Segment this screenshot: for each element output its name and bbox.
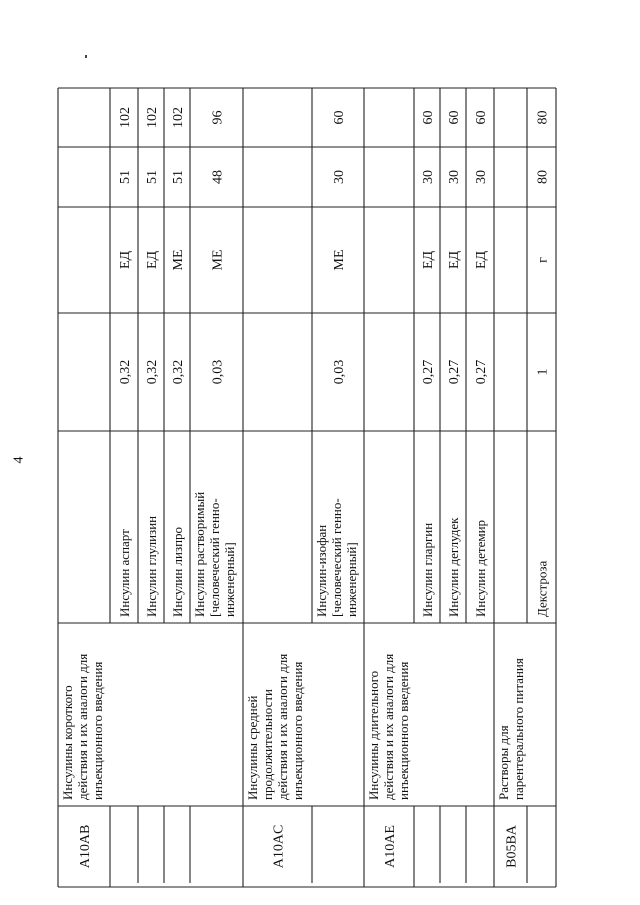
table-row — [314, 111, 359, 618]
drug-name-line: Инсулин аспарт — [117, 529, 132, 617]
dose-value: 0,27 — [447, 359, 462, 385]
dose-value: 1 — [535, 368, 551, 376]
days-value: 30 — [332, 170, 347, 184]
drug-name-line: Инсулин гларгин — [420, 522, 435, 617]
table-row — [420, 111, 436, 618]
unit-value: г — [535, 257, 551, 263]
total-value: 96 — [210, 110, 226, 125]
total-value: 102 — [171, 107, 186, 128]
unit-value: ЕД — [421, 250, 436, 270]
total-value: 60 — [474, 110, 489, 125]
group-name-line: Растворы для — [496, 725, 511, 800]
table-row — [446, 111, 462, 618]
days-value: 51 — [118, 170, 133, 184]
table-row — [144, 107, 160, 617]
days-value: 30 — [474, 170, 489, 184]
drug-name-line: Инсулин детемир — [473, 519, 488, 617]
drug-name-line: инженерный] — [344, 542, 359, 617]
group-name-line: действия и их аналоги для — [381, 653, 396, 800]
dose-value: 0,32 — [145, 359, 160, 385]
table-row — [192, 111, 237, 618]
table-row — [366, 654, 411, 868]
total-value: 102 — [118, 107, 133, 128]
drug-name-line: Инсулин глулизин — [144, 515, 159, 617]
group-name-line: инъекционного введения — [290, 661, 305, 800]
days-value: 51 — [171, 170, 186, 184]
unit-value: МЕ — [332, 249, 347, 271]
total-value: 60 — [332, 110, 347, 125]
table-row — [170, 107, 186, 617]
drug-name-line: [человеческий генно- — [329, 498, 344, 617]
unit-value: МЕ — [210, 249, 226, 271]
dose-value: 0,32 — [171, 359, 186, 385]
atc-code: A10AC — [271, 824, 287, 869]
atc-code: A10AB — [78, 824, 93, 869]
group-name-line: инъекционного введения — [396, 661, 411, 800]
days-value: 48 — [210, 170, 226, 184]
days-value: 80 — [535, 170, 551, 184]
total-value: 102 — [145, 107, 160, 128]
table-row — [245, 654, 305, 869]
group-name-line: парентерального питания — [511, 658, 526, 800]
dose-value: 0,03 — [210, 359, 226, 385]
table-row — [535, 111, 551, 618]
group-name-line: действия и их аналоги для — [275, 653, 290, 800]
table-row — [117, 107, 133, 617]
table-grid — [58, 88, 556, 887]
unit-value: ЕД — [145, 250, 160, 270]
drug-name-line: Декстроза — [534, 560, 550, 617]
group-name-line: Инсулины средней — [245, 695, 260, 800]
total-value: 60 — [421, 110, 436, 125]
table-row — [496, 658, 526, 868]
drug-name-line: Инсулин растворимый — [192, 491, 207, 617]
group-name-line: продолжительности — [260, 688, 275, 800]
dose-value: 0,27 — [421, 359, 436, 385]
atc-code: A10AE — [383, 825, 398, 868]
drug-name-line: Инсулин деглудек — [446, 517, 461, 617]
drug-name-line: Инсулин-изофан — [314, 524, 329, 617]
days-value: 30 — [447, 170, 462, 184]
total-value: 80 — [535, 110, 551, 125]
table-row — [473, 111, 489, 618]
drug-name-line: инженерный] — [222, 542, 237, 617]
dose-value: 0,03 — [332, 359, 347, 385]
table-row — [60, 654, 105, 869]
atc-code: B05BA — [504, 825, 520, 868]
dose-value: 0,32 — [118, 359, 133, 385]
page-number: 4 — [11, 456, 27, 464]
drug-name-line: Инсулин лизпро — [170, 526, 185, 617]
group-name-line: инъекционного введения — [90, 661, 105, 800]
unit-value: ЕД — [474, 250, 489, 270]
drug-name-line: [человеческий генно- — [207, 498, 222, 617]
group-name-line: Инсулины длительного — [366, 670, 381, 800]
days-value: 30 — [421, 170, 436, 184]
unit-value: ЕД — [118, 250, 133, 270]
dose-value: 0,27 — [474, 359, 489, 385]
unit-value: МЕ — [171, 249, 186, 271]
group-name-line: Инсулины короткого — [60, 685, 75, 800]
unit-value: ЕД — [447, 250, 462, 270]
group-name-line: действия и их аналоги для — [75, 653, 90, 800]
total-value: 60 — [447, 110, 462, 125]
days-value: 51 — [145, 170, 160, 184]
